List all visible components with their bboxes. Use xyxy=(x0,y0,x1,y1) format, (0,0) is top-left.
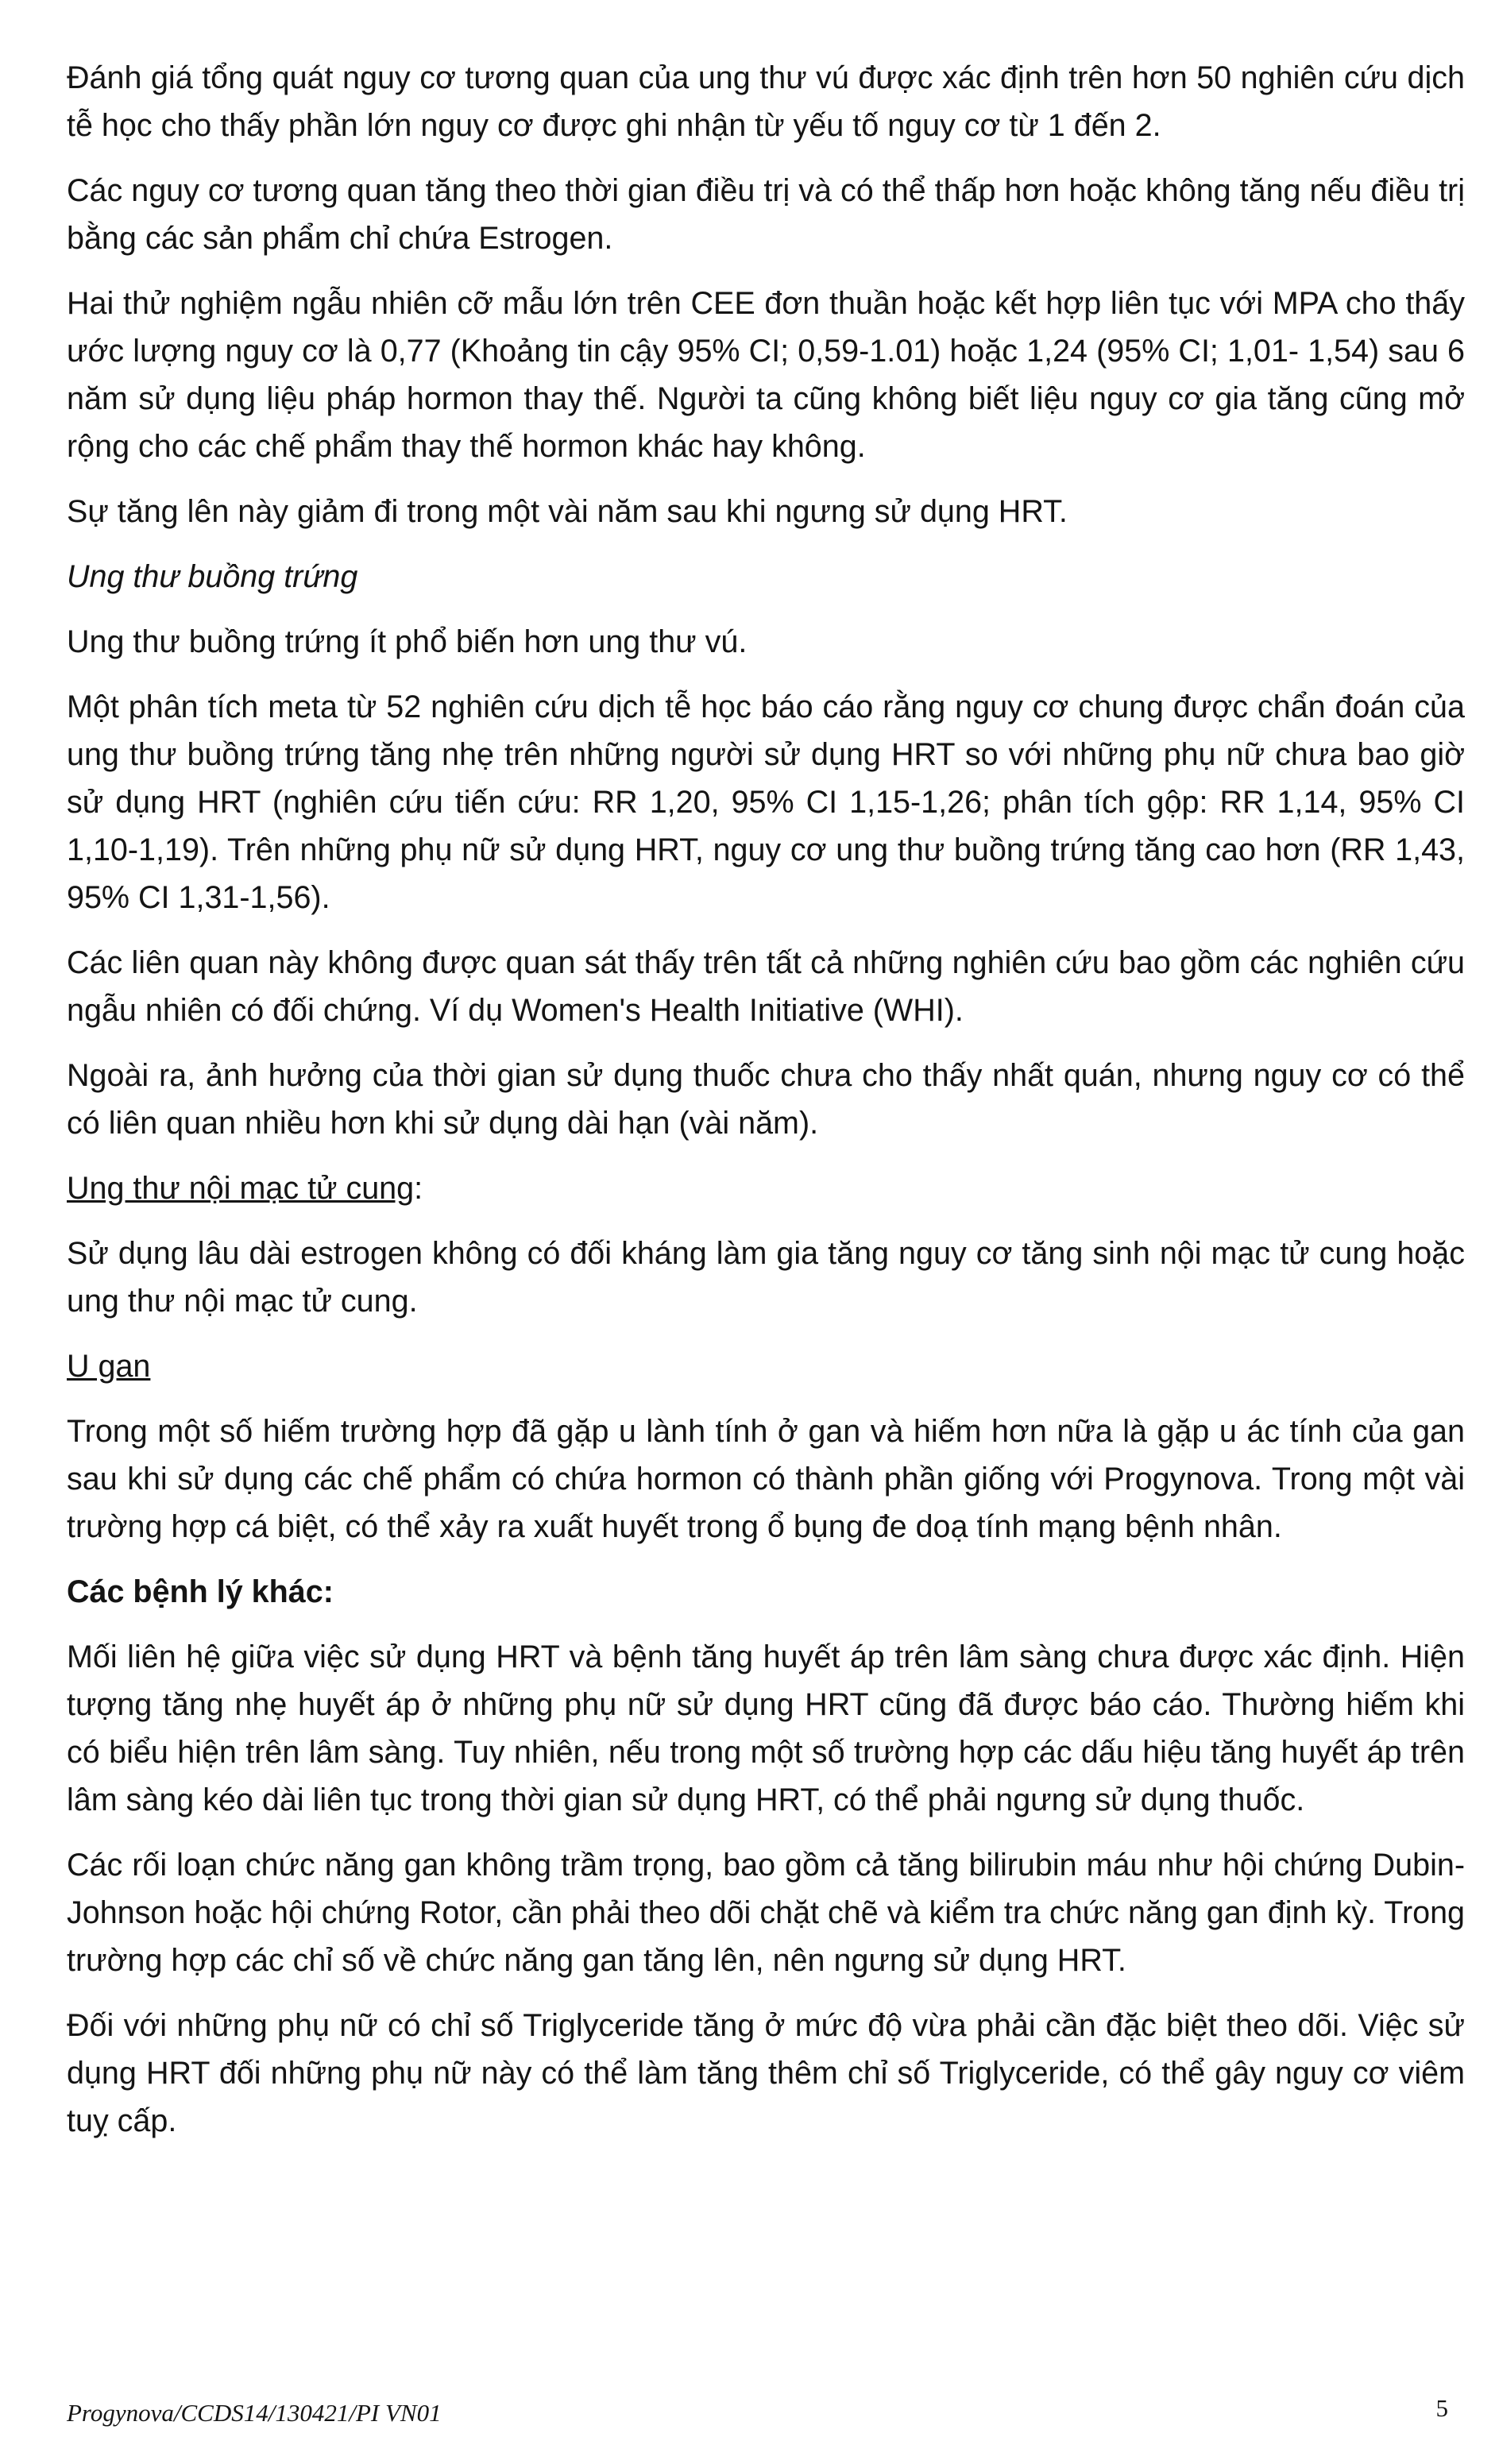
paragraph-risk-duration: Các nguy cơ tương quan tăng theo thời gian điều trị và có thể thấp hơn hoặc không tăng nếu điều trị bằng các sản phẩm chỉ chứa Estrogen. xyxy=(67,173,1465,256)
paragraph-breast-cancer-risk: Đánh giá tổng quát nguy cơ tương quan của ung thư vú được xác định trên hơn 50 nghiên cứu dịch tễ học cho thấy phần lớn nguy cơ được ghi nhận từ yếu tố nguy cơ từ 1 đến 2. xyxy=(67,60,1465,143)
document-page xyxy=(67,54,1465,2162)
paragraph-meta-analysis: Một phân tích meta từ 52 nghiên cứu dịch tễ học báo cáo rằng nguy cơ chung được chẩn đoán của ung thư buồng trứng tăng nhẹ trên những người sử dụng HRT so với những phụ nữ chưa bao giờ sử dụng HRT (nghiên cứu tiến cứu: RR 1,20, 95% CI 1,15-1,26; phân tích gộp: RR 1,14, 95% CI 1,10-1,19). Trên những phụ nữ sử dụng HRT, nguy cơ ung thư buồng trứng tăng cao hơn (RR 1,43, 95% CI 1,31-1,56). xyxy=(67,689,1465,915)
heading-endometrial-colon: : xyxy=(414,1171,423,1206)
paragraph-associations: Các liên quan này không được quan sát thấy trên tất cả những nghiên cứu bao gồm các nghiên cứu ngẫu nhiên có đối chứng. Ví dụ Women's Health Initiative (WHI). xyxy=(67,945,1465,1028)
paragraph-endometrial-risk: Sử dụng lâu dài estrogen không có đối kháng làm gia tăng nguy cơ tăng sinh nội mạc tử cung hoặc ung thư nội mạc tử cung. xyxy=(67,1236,1465,1319)
paragraph-risk-decline: Sự tăng lên này giảm đi trong một vài năm sau khi ngưng sử dụng HRT. xyxy=(67,494,1068,529)
heading-endometrial-cancer: Ung thư nội mạc tử cung xyxy=(67,1171,415,1206)
heading-liver-tumor: U gan xyxy=(67,1349,151,1384)
heading-endometrial-cancer-line xyxy=(67,1164,1465,1212)
heading-other-conditions: Các bệnh lý khác: xyxy=(67,1574,334,1609)
paragraph-randomized-trials: Hai thử nghiệm ngẫu nhiên cỡ mẫu lớn trên CEE đơn thuần hoặc kết hợp liên tục với MPA cho thấy ước lượng nguy cơ là 0,77 (Khoảng tin cậy 95% CI; 0,59-1.01) hoặc 1,24 (95% CI; 1,01- 1,54) sau 6 năm sử dụng liệu pháp hormon thay thế. Người ta cũng không biết liệu nguy cơ gia tăng cũng mở rộng cho các chế phẩm thay thế hormon khác hay không. xyxy=(67,286,1465,464)
paragraph-liver-function: Các rối loạn chức năng gan không trầm trọng, bao gồm cả tăng bilirubin máu như hội chứng Dubin- Johnson hoặc hội chứng Rotor, cần phải theo dõi chặt chẽ và kiểm tra chức năng gan định kỳ. Trong trường hợp các chỉ số về chức năng gan tăng lên, nên ngưng sử dụng HRT. xyxy=(67,1848,1465,1978)
paragraph-triglyceride: Đối với những phụ nữ có chỉ số Triglyceride tăng ở mức độ vừa phải cần đặc biệt theo dõi. Việc sử dụng HRT đối những phụ nữ này có thể làm tăng thêm chỉ số Triglyceride, có thể gây nguy cơ viêm tuỵ cấp. xyxy=(67,2008,1465,2138)
page-footer xyxy=(67,2394,1448,2434)
paragraph-duration-effect: Ngoài ra, ảnh hưởng của thời gian sử dụng thuốc chưa cho thấy nhất quán, nhưng nguy cơ có thể có liên quan nhiều hơn khi sử dụng dài hạn (vài năm). xyxy=(67,1058,1465,1141)
paragraph-hypertension: Mối liên hệ giữa việc sử dụng HRT và bệnh tăng huyết áp trên lâm sàng chưa được xác định. Hiện tượng tăng nhẹ huyết áp ở những phụ nữ sử dụng HRT cũng đã được báo cáo. Thường hiếm khi có biểu hiện trên lâm sàng. Tuy nhiên, nếu trong một số trường hợp các dấu hiệu tăng huyết áp trên lâm sàng kéo dài liên tục trong thời gian sử dụng HRT, có thể phải ngưng sử dụng thuốc. xyxy=(67,1639,1465,1817)
page-number: 5 xyxy=(1435,2394,1448,2422)
document-code: Progynova/CCDS14/130421/PI VN01 xyxy=(67,2399,442,2427)
paragraph-ovarian-prevalence: Ung thư buồng trứng ít phổ biến hơn ung thư vú. xyxy=(67,624,748,659)
paragraph-liver-tumor: Trong một số hiếm trường hợp đã gặp u lành tính ở gan và hiếm hơn nữa là gặp u ác tính của gan sau khi sử dụng các chế phẩm có chứa hormon có thành phần giống với Progynova. Trong một vài trường hợp cá biệt, có thể xảy ra xuất huyết trong ổ bụng đe doạ tính mạng bệnh nhân. xyxy=(67,1414,1465,1544)
heading-ovarian-cancer: Ung thư buồng trứng xyxy=(67,559,358,594)
